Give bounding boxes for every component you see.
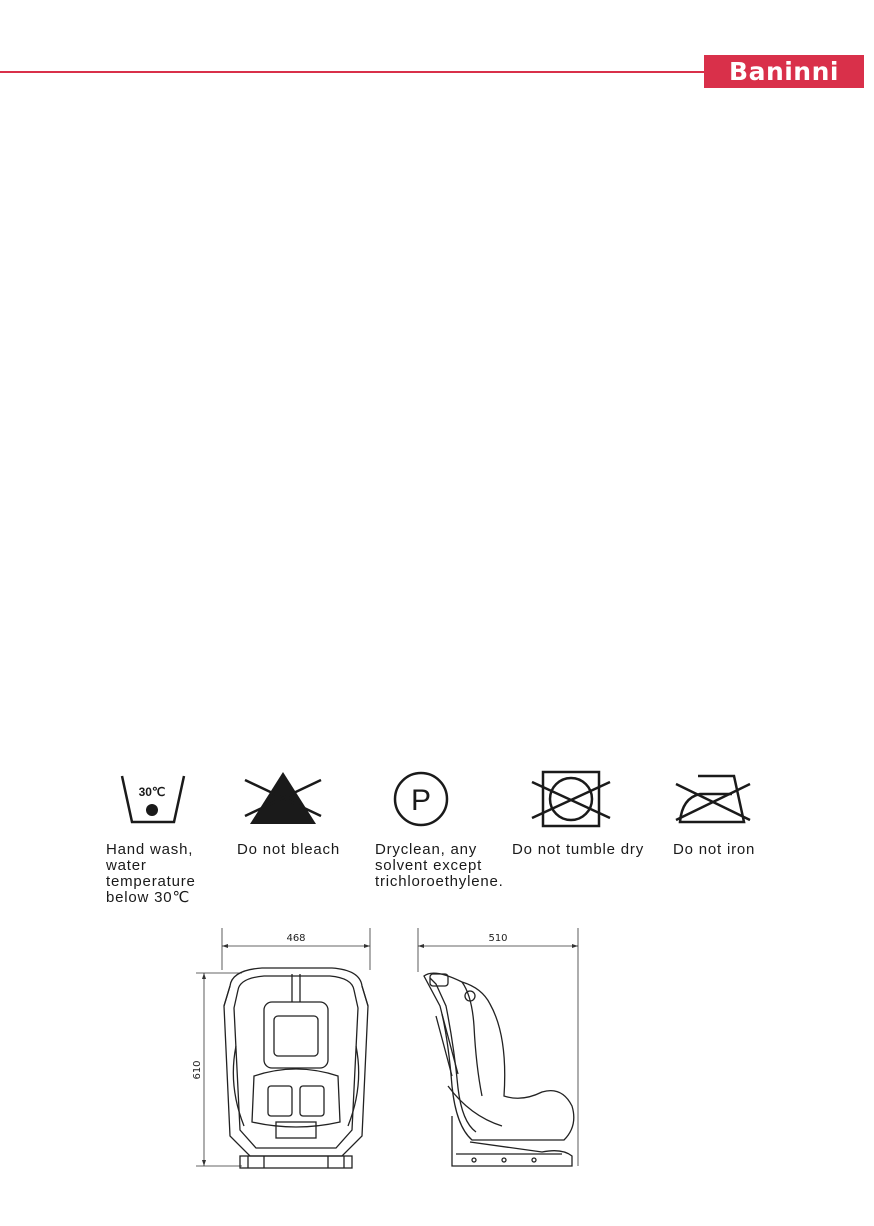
hand-wash-icon [118, 770, 188, 828]
brand-logo [704, 55, 864, 88]
brand-name: Baninni [729, 57, 839, 86]
hand-wash-temp: 30℃ [138, 785, 166, 799]
dryclean-p-icon [390, 770, 452, 828]
do-not-bleach-label: Do not bleach [237, 841, 340, 858]
do-not-tumble-dry-label: Do not tumble dry [512, 841, 644, 858]
dryclean-label: Dryclean, any solvent except trichloroethylene. [375, 841, 504, 890]
header-rule [0, 71, 704, 73]
do-not-iron-label: Do not iron [673, 841, 756, 858]
do-not-bleach-icon [243, 770, 323, 828]
front-view-drawing [192, 926, 384, 1171]
do-not-tumble-dry-icon [530, 770, 612, 828]
front-width-value: 468 [286, 933, 306, 944]
front-height-value: 610 [192, 1060, 203, 1080]
do-not-iron-icon [672, 770, 752, 828]
side-view-drawing [412, 926, 586, 1171]
dryclean-letter: P [410, 784, 432, 817]
side-depth-value: 510 [488, 933, 508, 944]
hand-wash-label: Hand wash, water temperature below 30℃ [106, 841, 196, 906]
